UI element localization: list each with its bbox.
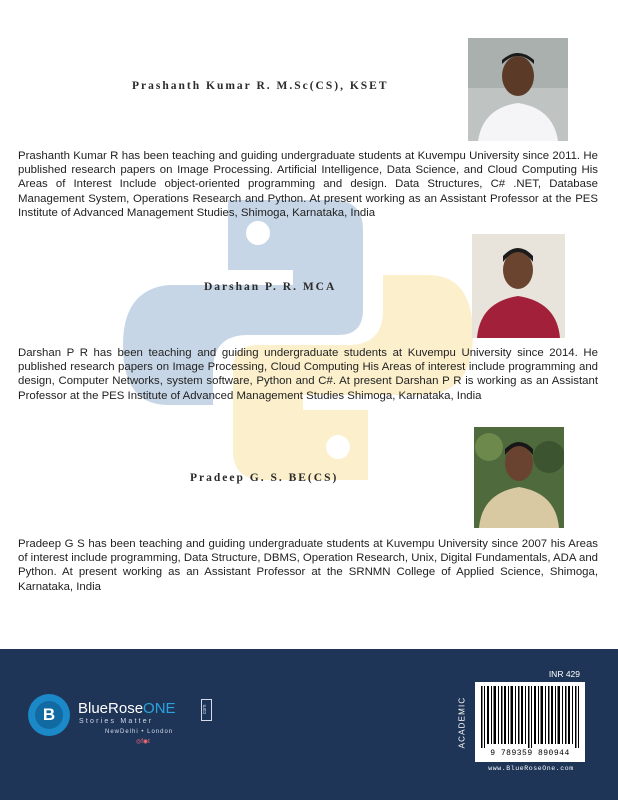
isbn-number: 9 789359 890944	[490, 749, 570, 758]
author-1-name: Prashanth Kumar R. M.Sc(CS), KSET	[132, 80, 389, 92]
brand-badge	[201, 699, 212, 721]
author-2-bio: Darshan P R has been teaching and guiding undergraduate students at Kuvempu University since 2014. He published research papers on Image Processing, Cloud Computing His Areas of interest include programming and design, Computer Networks, system software, Python and C#. At present Darshan P R is working as an Assistant Professor at the PES Institute of Advanced Management Studies Shimoga, Karnataka, India	[18, 347, 598, 402]
brand-badge-text: com	[202, 704, 208, 714]
category-label	[455, 690, 467, 760]
category-text: ACADEMIC	[457, 696, 467, 749]
author-3-bio: Pradeep G S has been teaching and guiding undergraduate students at Kuvempu University since 2007 his Areas of interest include programming, Data Structure, DBMS, Operation Research, Unix, Digital Fundamentals, ADA and Python. At present working as an Assistant Professor at the SRNMN College of Applied Science, Shimoga, Karnataka, India	[18, 538, 598, 593]
author-1-photo	[468, 38, 568, 141]
isbn-barcode	[475, 682, 585, 762]
barcode-icon	[475, 682, 585, 748]
publisher-logo	[28, 694, 70, 736]
publisher-cities: NewDelhi • London	[105, 729, 174, 735]
publisher-brand	[78, 700, 176, 717]
publisher-website: www.BlueRoseOne.com	[488, 765, 574, 772]
publisher-tagline: Stories Matter	[79, 718, 154, 725]
author-2-photo	[472, 234, 565, 338]
author-2-name: Darshan P. R. MCA	[204, 281, 337, 293]
social-icons: ◎f◉t	[136, 739, 150, 745]
author-3-photo	[474, 427, 564, 528]
author-3-name: Pradeep G. S. BE(CS)	[190, 472, 339, 484]
python-logo-watermark	[118, 195, 478, 485]
brand-main: BlueRose	[78, 700, 144, 717]
brand-accent: ONE	[143, 700, 176, 717]
price-label: INR 429	[548, 669, 580, 679]
author-1-bio: Prashanth Kumar R has been teaching and guiding undergraduate students at Kuvempu University since 2011. He published research papers on Image Processing. Artificial Intelligence, Data Science, and Cloud Computing His Areas of Interest Include object-oriented programming and design. Data Structures, C# .NET, Database Management System, Operations Research and Python. At present working as an Assistant Professor at the PES Institute of Advanced Management Studies, Shimoga, Karnataka, India	[18, 150, 598, 219]
publisher-logo-icon: B	[35, 701, 63, 729]
